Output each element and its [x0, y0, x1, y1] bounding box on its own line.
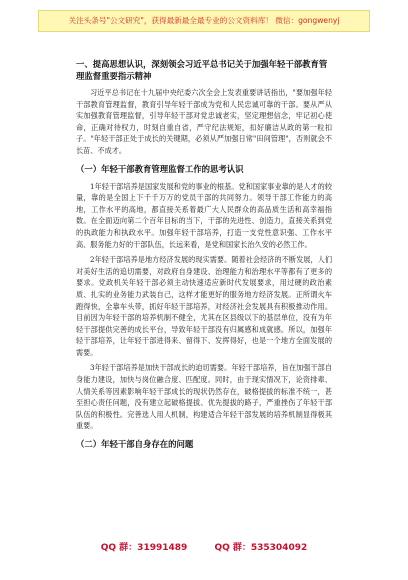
body-paragraph: 习近平总书记在十九届中央纪委六次全会上发表重要讲话指出，"要加强年轻干部教育管理监督，教育引导年轻干部成为党和人民忠诚可靠的干部。要从严从实加强教育管理监督，引导年轻干部对党忠诚老实，坚定理想信念，牢记初心使命，正确对待权力，时刻自重自省，严守纪法规矩，扣好廉洁从政的第一粒扣子。"年轻干部正处于成长的关键期，必须从严加强日常"田间管理"，否则就会不长苗、不成才。 [76, 88, 332, 155]
footer-contact [0, 540, 408, 553]
body-paragraph: 2年轻干部培养是地方经济发展的现实需要。随着社会经济的不断发展，人们对美好生活的追切需要，对政府自身建设、治理能力和治理水平等都有了更多的要求。党政机关年轻干部必须主动快速适应新时代发展要求，用过硬的政治素质、扎实的业务能力武装自己，这样才能更好的服务地方经济发展。正所谓火车跑得快，全靠车头带，抓好年轻干部培养，对经济社会发展具有积极推动作用。目前因为年轻干部的培养机制不健全，尤其在区县级以下的基层单位，没有为年轻干部提供完善的成长平台，导致年轻干部没有归属感和成就感。所以，加强年轻干部培养，让年轻干部进得来、留得下、发挥得好，也是一个地方全面发展的需要。 [76, 255, 332, 357]
qq-group-1: QQ 群：31991489 [100, 543, 188, 553]
promo-banner: 关注头条号"公文研究"，获得最新最全最专业的公文资料库！ 微信：gongwenyj [38, 10, 370, 32]
subsection-heading: （二）年轻干部自身存在的问题 [76, 439, 194, 450]
body-paragraph: 1年轻干部培养是国家发展和党的事业的根基。党和国家事业靠的是人才的较量，靠的是全国上下千千万万的党员干部的共同努力。领导干部工作能力的高地，工作水平的高地，都直接关系着最广大人民群众的高品质生活和高幸福指数。在全面迈向第二个百年目标的当下，干部的先进性、创造力，直接关系到党的执政能力和执政水平。加强年轻干部培养，打造一支党性意识强、工作水平高、服务能力好的干部队伍，长远来看，是党和国家长治久安的必然工作。 [76, 181, 332, 249]
document-body [76, 58, 332, 456]
qq-group-2: QQ 群：535304092 [214, 543, 308, 553]
body-paragraph: 3年轻干部培养是加快干部成长的迫切需要。年轻干部培养，旨在加强干部自身能力建设，加快与岗位融合度、匹配度。同时，由于现实情况下，论资排辈、人情关系等因素影响年轻干部成长的现状仍然存在，破格提拔的标准不统一，甚至担心责任问题，没有建立起破格提拔、优先提拔的路子，严重挫伤了年轻干部队伍的积极性。完善选人用人机制，构建适合年轻干部发展的培养机制显得极其重要。 [76, 363, 332, 431]
subsection-heading: （一）年轻干部教育管理监督工作的思考认识 [76, 163, 244, 174]
section-heading: 一、提高思想认识，深刻领会习近平总书记关于加强年轻干部教育管理监督重要指示精神 [76, 59, 328, 81]
